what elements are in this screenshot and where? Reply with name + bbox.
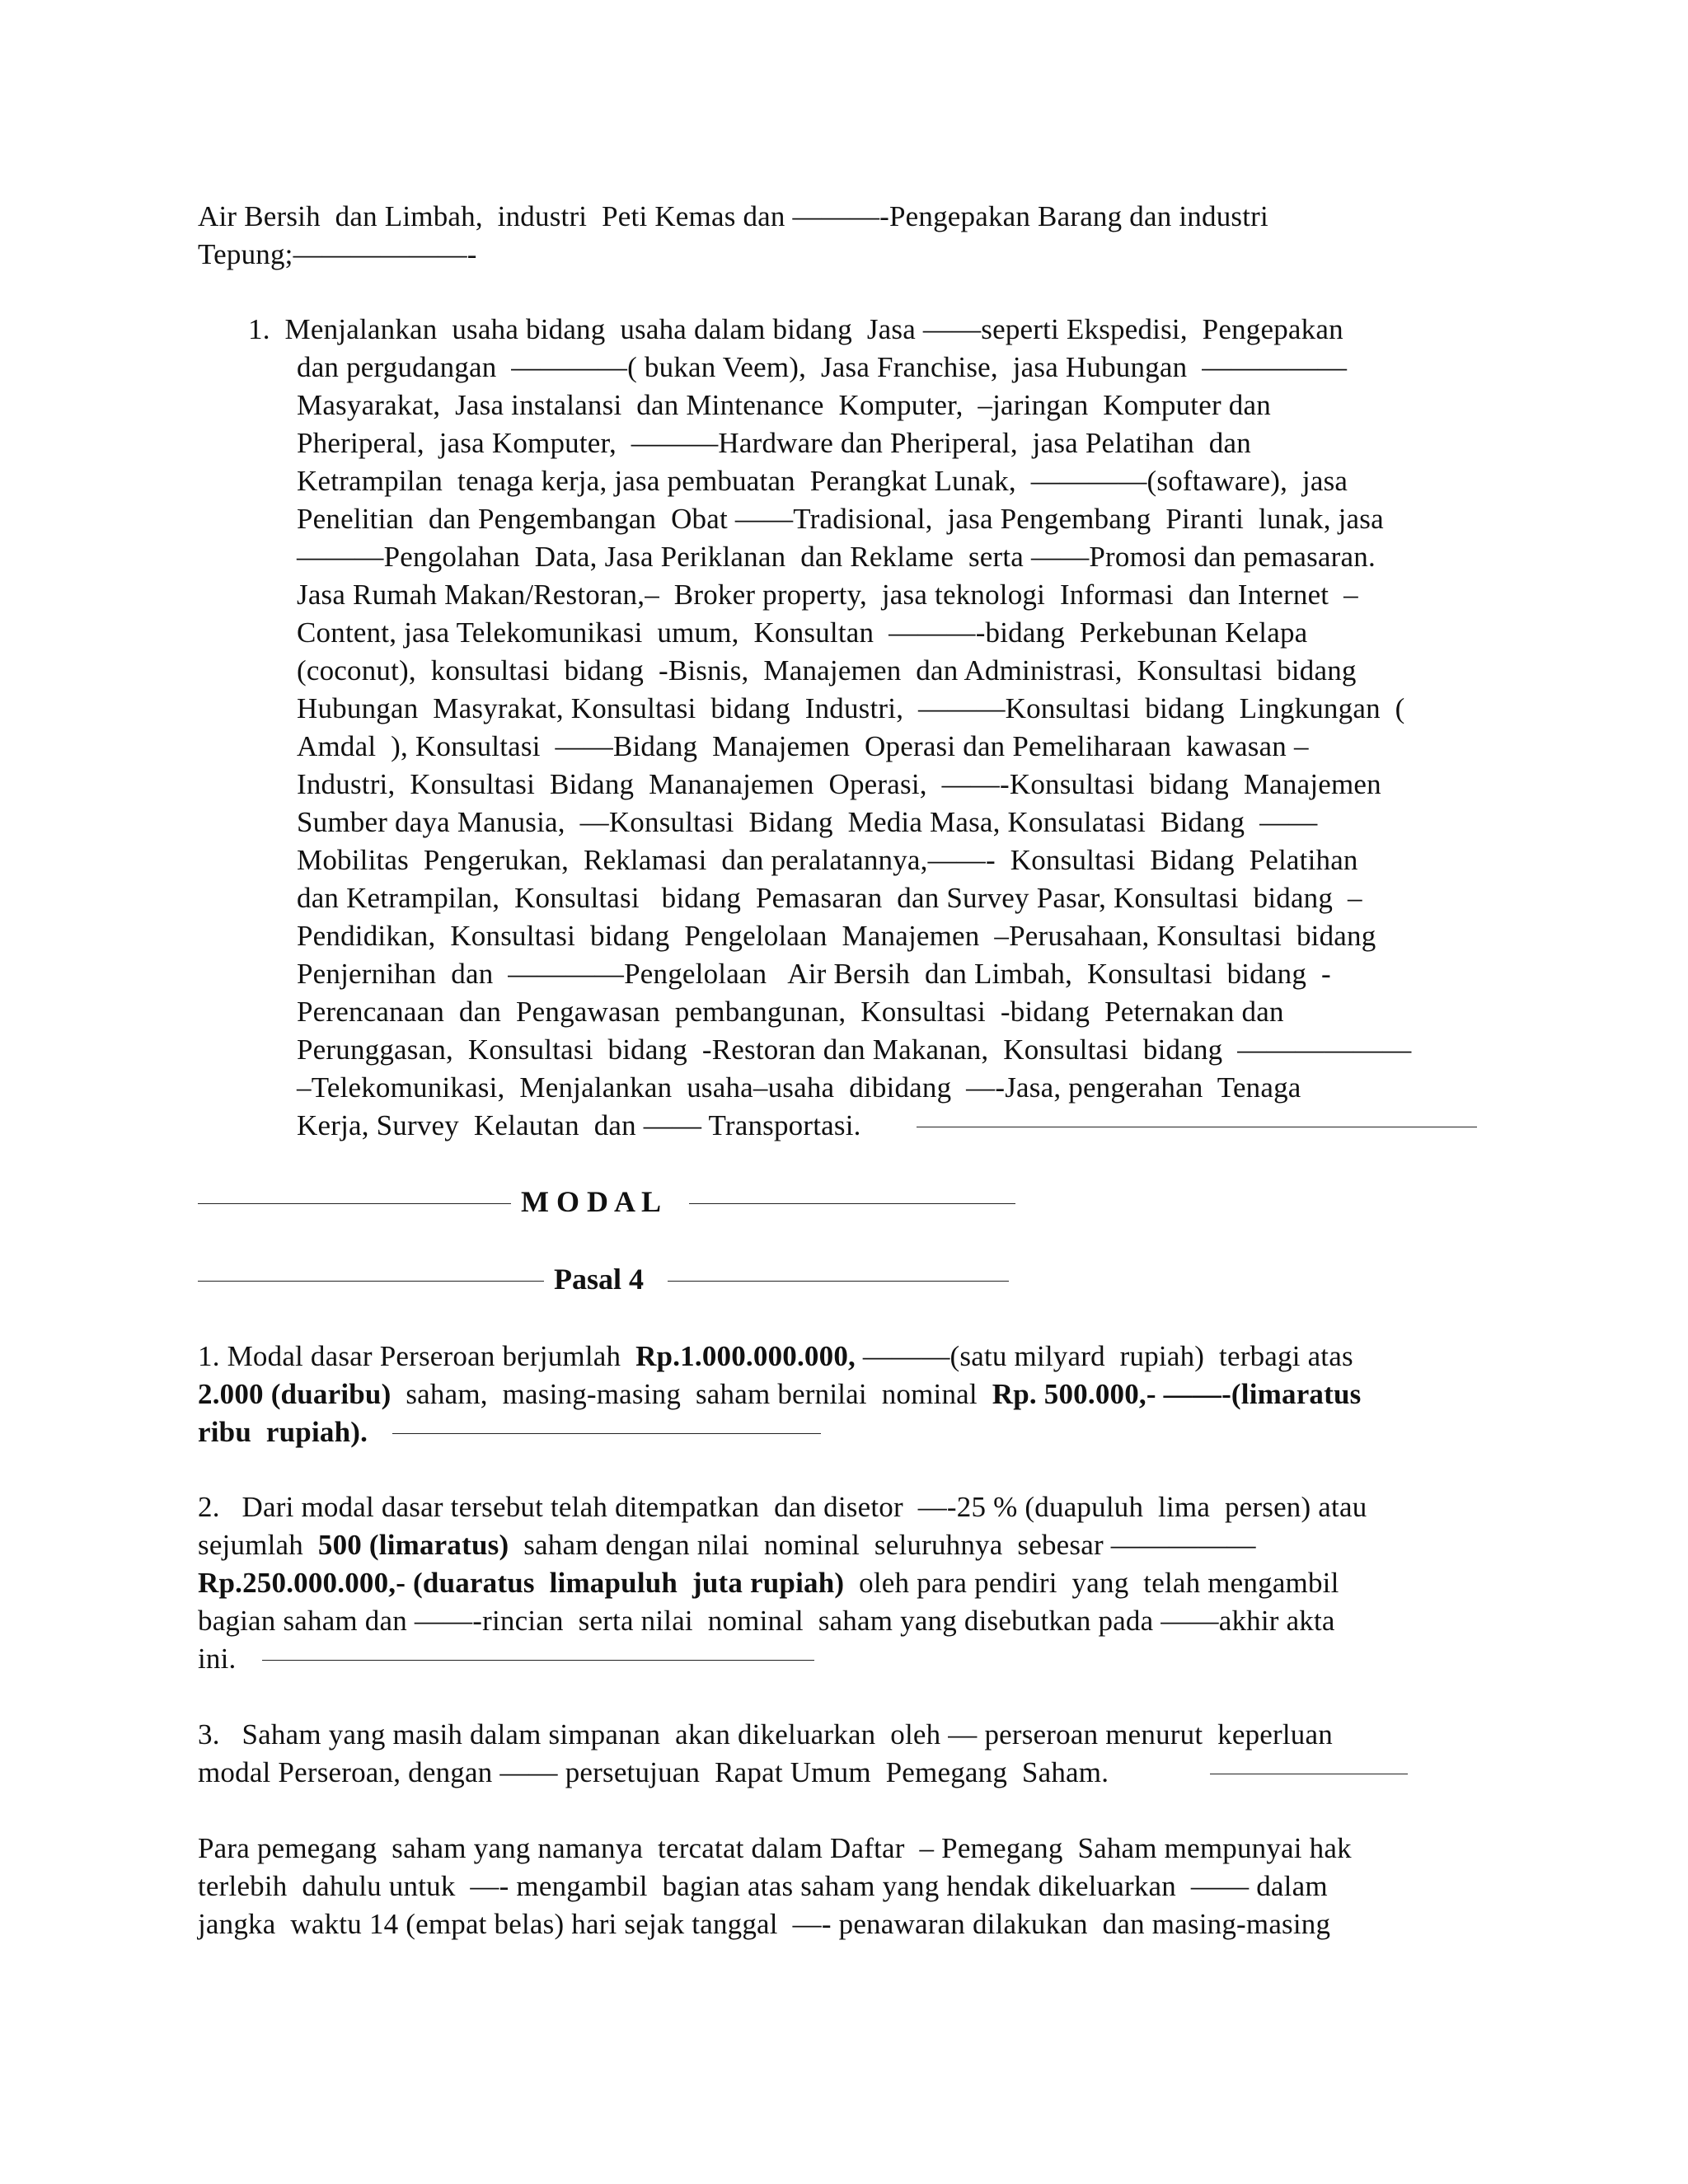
paragraph-line [198, 1640, 237, 1678]
item-1-line: Industri, Konsultasi Bidang Mananajemen Operasi, ——-Konsultasi bidang Manajemen [297, 768, 1381, 800]
text-run: sejumlah [198, 1529, 318, 1561]
item-1-line: ———Pengolahan Data, Jasa Periklanan dan Reklame serta ——Promosi dan pemasaran. [297, 541, 1376, 573]
text-run: ———(satu milyard rupiah) terbagi atas [855, 1340, 1353, 1372]
item-1-line: Mobilitas Pengerukan, Reklamasi dan peralatannya,——- Konsultasi Bidang Pelatihan [297, 844, 1358, 876]
item-1-line: 1. Menjalankan usaha bidang usaha dalam bidang Jasa ——seperti Ekspedisi, Pengepakan [248, 313, 1343, 345]
intro-line-1: Air Bersih dan Limbah, industri Peti Kemas dan ———-Pengepakan Barang dan industri [198, 200, 1268, 232]
item-1-line: –Telekomunikasi, Menjalankan usaha–usaha dibidang —-Jasa, pengerahan Tenaga [297, 1071, 1301, 1104]
heading-rule-left [198, 1281, 544, 1282]
item-1-line: Perunggasan, Konsultasi bidang -Restoran dan Makanan, Konsultasi bidang —————— [297, 1033, 1412, 1066]
shares-bold: 2.000 (duaribu) [198, 1378, 392, 1410]
item-1-line: Sumber daya Manusia, —Konsultasi Bidang Media Masa, Konsulatasi Bidang —— [297, 806, 1318, 838]
amount-bold: Rp.1.000.000.000, [635, 1340, 856, 1372]
intro-line-2: Tepung;——————- [198, 238, 477, 270]
item-1-line: Content, jasa Telekomunikasi umum, Konsultan ———-bidang Perkebunan Kelapa [297, 616, 1308, 649]
paragraph-line [198, 1376, 1361, 1413]
item-1-line: Pendidikan, Konsultasi bidang Pengelolaan Manajemen –Perusahaan, Konsultasi bidang [297, 920, 1376, 952]
item-1-line: Kerja, Survey Kelautan dan —— Transportasi. [297, 1109, 861, 1141]
article-title: Pasal 4 [554, 1263, 645, 1296]
text-run: saham dengan nilai nominal seluruhnya sebesar ————— [509, 1529, 1256, 1561]
paragraph-line: terlebih dahulu untuk —- mengambil bagian atas saham yang hendak dikeluarkan —— dalam [198, 1870, 1328, 1902]
text-run: 1. Modal dasar Perseroan berjumlah [198, 1340, 636, 1372]
amount-bold: Rp.250.000.000,- (duaratus limapuluh juta rupiah) [198, 1567, 845, 1599]
item-1-line: Jasa Rumah Makan/Restoran,– Broker property, jasa teknologi Informasi dan Internet – [297, 579, 1358, 611]
item-1-line: Penelitian dan Pengembangan Obat ——Tradisional, jasa Pengembang Piranti lunak, jasa [297, 503, 1384, 535]
item-1-line: Amdal ), Konsultasi ——Bidang Manajemen Operasi dan Pemeliharaan kawasan – [297, 730, 1309, 762]
item-1-line: (coconut), konsultasi bidang -Bisnis, Manajemen dan Administrasi, Konsultasi bidang [297, 654, 1357, 687]
text-run: oleh para pendiri yang telah mengambil [844, 1567, 1339, 1599]
shares-bold: 500 (limaratus) [317, 1529, 509, 1561]
text-run: saham, masing-masing saham bernilai nominal [391, 1378, 992, 1410]
heading-rule-right [668, 1281, 1009, 1282]
paragraph-line: jangka waktu 14 (empat belas) hari sejak tanggal —- penawaran dilakukan dan masing-masing [198, 1908, 1331, 1940]
item-1-line: Perencanaan dan Pengawasan pembangunan, Konsultasi -bidang Peternakan dan [297, 996, 1284, 1028]
paragraph-line: 3. Saham yang masih dalam simpanan akan dikeluarkan oleh — perseroan menurut keperluan [198, 1718, 1333, 1750]
item-1-line: Masyarakat, Jasa instalansi dan Mintenance Komputer, –jaringan Komputer dan [297, 389, 1271, 421]
fill-rule [262, 1660, 814, 1661]
item-1-line: Hubungan Masyrakat, Konsultasi bidang Industri, ———Konsultasi bidang Lingkungan ( [297, 692, 1405, 724]
paragraph-line [198, 1338, 1353, 1376]
item-1-line: Ketrampilan tenaga kerja, jasa pembuatan Perangkat Lunak, ————(softaware), jasa [297, 465, 1348, 497]
paragraph-line [198, 1564, 1339, 1602]
section-title: M O D A L [521, 1185, 662, 1218]
item-1-line: dan pergudangan ————( bukan Veem), Jasa Franchise, jasa Hubungan ————— [297, 351, 1348, 383]
heading-rule-right [689, 1203, 1015, 1204]
paragraph-line [198, 1413, 368, 1451]
paragraph-line [198, 1526, 1256, 1564]
item-1-line: dan Ketrampilan, Konsultasi bidang Pemasaran dan Survey Pasar, Konsultasi bidang – [297, 882, 1362, 914]
paragraph-line: Para pemegang saham yang namanya tercatat dalam Daftar – Pemegang Saham mempunyai hak [198, 1832, 1352, 1864]
nominal-bold: Rp. 500.000,- ——-(limaratus [992, 1378, 1362, 1410]
item-1-line: Penjernihan dan ————Pengelolaan Air Bersih dan Limbah, Konsultasi bidang - [297, 958, 1331, 990]
paragraph-line: modal Perseroan, dengan —— persetujuan Rapat Umum Pemegang Saham. [198, 1756, 1109, 1788]
text-run: ini. [198, 1643, 237, 1675]
paragraph-line: bagian saham dan ——-rincian serta nilai nominal saham yang disebutkan pada ——akhir akta [198, 1605, 1335, 1637]
paragraph-line: 2. Dari modal dasar tersebut telah ditempatkan dan disetor —-25 % (duapuluh lima persen) atau [198, 1491, 1367, 1523]
text-run-bold: ribu rupiah). [198, 1416, 368, 1448]
heading-rule-left [198, 1203, 511, 1204]
item-1-line: Pheriperal, jasa Komputer, ———Hardware dan Pheriperal, jasa Pelatihan dan [297, 427, 1251, 459]
fill-rule [392, 1433, 821, 1434]
